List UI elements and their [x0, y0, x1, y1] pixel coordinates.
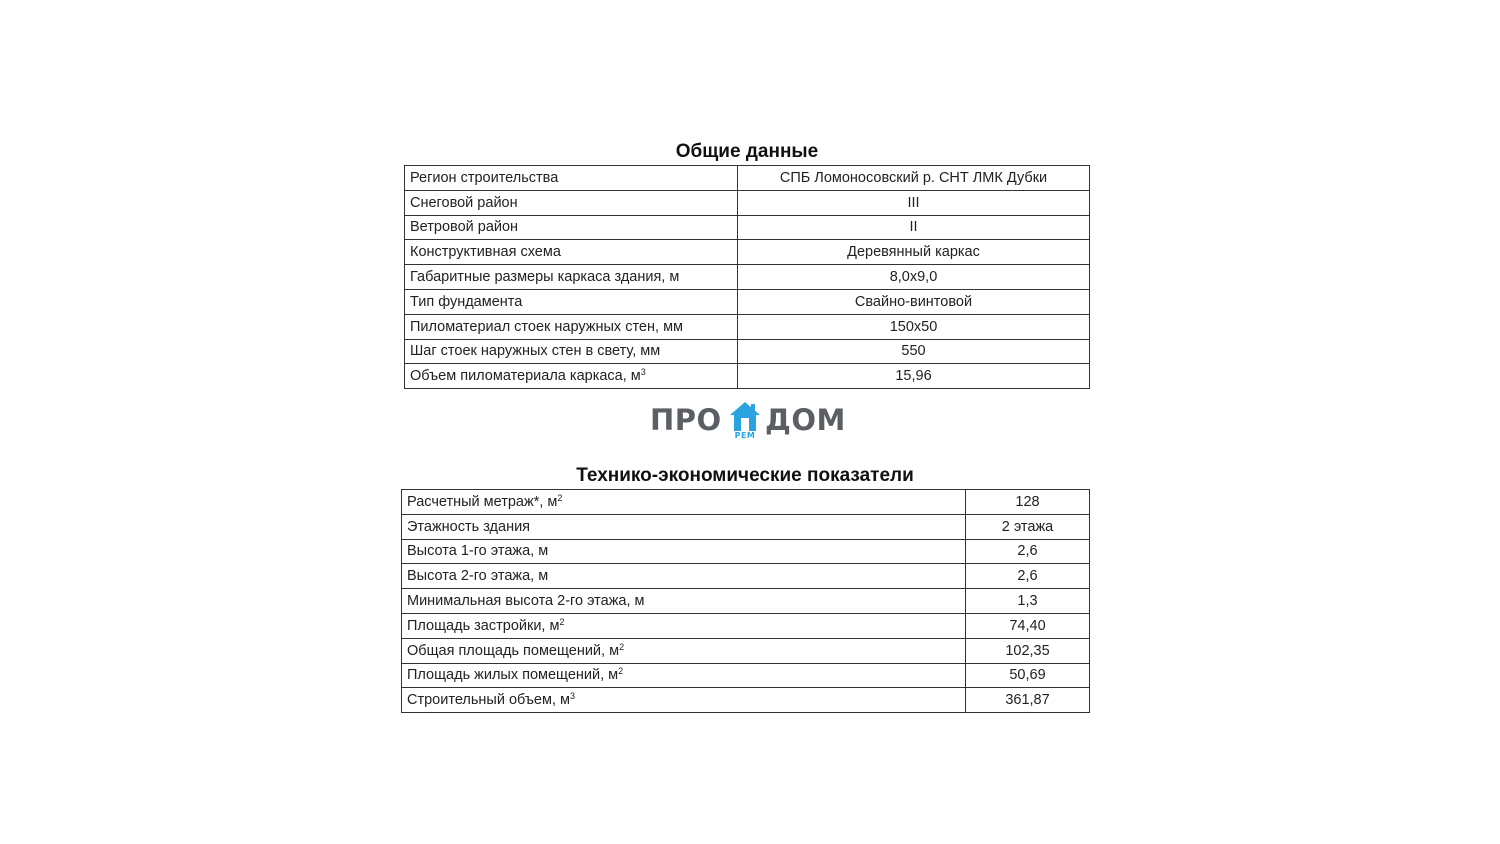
tech-econ-title: Технико-экономические показатели [576, 465, 914, 486]
row-label: Общая площадь помещений, $м^2$ [402, 638, 966, 663]
table-row [402, 613, 1090, 638]
row-value: Свайно-винтовой [738, 289, 1090, 314]
table-row [405, 215, 1090, 240]
row-label: Регион строительства [405, 166, 738, 191]
row-value: 2,6 [966, 539, 1090, 564]
row-value: 50,69 [966, 663, 1090, 688]
row-value: 74,40 [966, 613, 1090, 638]
table-row [402, 589, 1090, 614]
row-label: Габаритные размеры каркаса здания, м [405, 265, 738, 290]
table-row [402, 539, 1090, 564]
row-value: 361,87 [966, 688, 1090, 713]
row-value: 1,3 [966, 589, 1090, 614]
row-label: Высота 2-го этажа, м [402, 564, 966, 589]
house-icon [728, 401, 762, 433]
row-label: Тип фундамента [405, 289, 738, 314]
table-row [402, 490, 1090, 515]
table-row [405, 166, 1090, 191]
row-value: 150х50 [738, 314, 1090, 339]
row-label: Площадь жилых помещений, $м^2$ [402, 663, 966, 688]
row-value: 550 [738, 339, 1090, 364]
row-label: Снеговой район [405, 190, 738, 215]
general-data-title: Общие данные [675, 141, 819, 162]
row-label: Расчетный метраж*, $м^2$ [402, 490, 966, 515]
logo-text-left: ПРО [650, 403, 722, 437]
logo-text-right: ДОМ [765, 403, 846, 437]
row-label: Ветровой район [405, 215, 738, 240]
table-row [402, 514, 1090, 539]
row-value: 2,6 [966, 564, 1090, 589]
table-row [402, 564, 1090, 589]
table-row [405, 314, 1090, 339]
tech-econ-table [401, 489, 1090, 713]
row-label: Этажность здания [402, 514, 966, 539]
row-label: Пиломатериал стоек наружных стен, мм [405, 314, 738, 339]
table-row [402, 638, 1090, 663]
table-row [405, 240, 1090, 265]
row-value: 2 этажа [966, 514, 1090, 539]
row-label: Шаг стоек наружных стен в свету, мм [405, 339, 738, 364]
row-value: Деревянный каркас [738, 240, 1090, 265]
row-label: Объем пиломатериала каркаса, $м^3$ [405, 364, 738, 389]
general-data-table [404, 165, 1090, 389]
logo-subtext: РЕМ [734, 431, 756, 440]
table-row [405, 339, 1090, 364]
table-row [405, 289, 1090, 314]
table-row [405, 190, 1090, 215]
row-label: Площадь застройки, $м^2$ [402, 613, 966, 638]
row-label: Строительный объем, $м^3$ [402, 688, 966, 713]
row-value: 15,96 [738, 364, 1090, 389]
table-row [402, 663, 1090, 688]
row-label: Высота 1-го этажа, м [402, 539, 966, 564]
table-row [402, 688, 1090, 713]
table-row [405, 364, 1090, 389]
row-value: III [738, 190, 1090, 215]
row-label: Минимальная высота 2-го этажа, м [402, 589, 966, 614]
row-value: II [738, 215, 1090, 240]
row-value: 102,35 [966, 638, 1090, 663]
row-value: 128 [966, 490, 1090, 515]
company-logo [648, 399, 852, 445]
row-label: Конструктивная схема [405, 240, 738, 265]
row-value: СПБ Ломоносовский р. СНТ ЛМК Дубки [738, 166, 1090, 191]
row-value: 8,0х9,0 [738, 265, 1090, 290]
table-row [405, 265, 1090, 290]
